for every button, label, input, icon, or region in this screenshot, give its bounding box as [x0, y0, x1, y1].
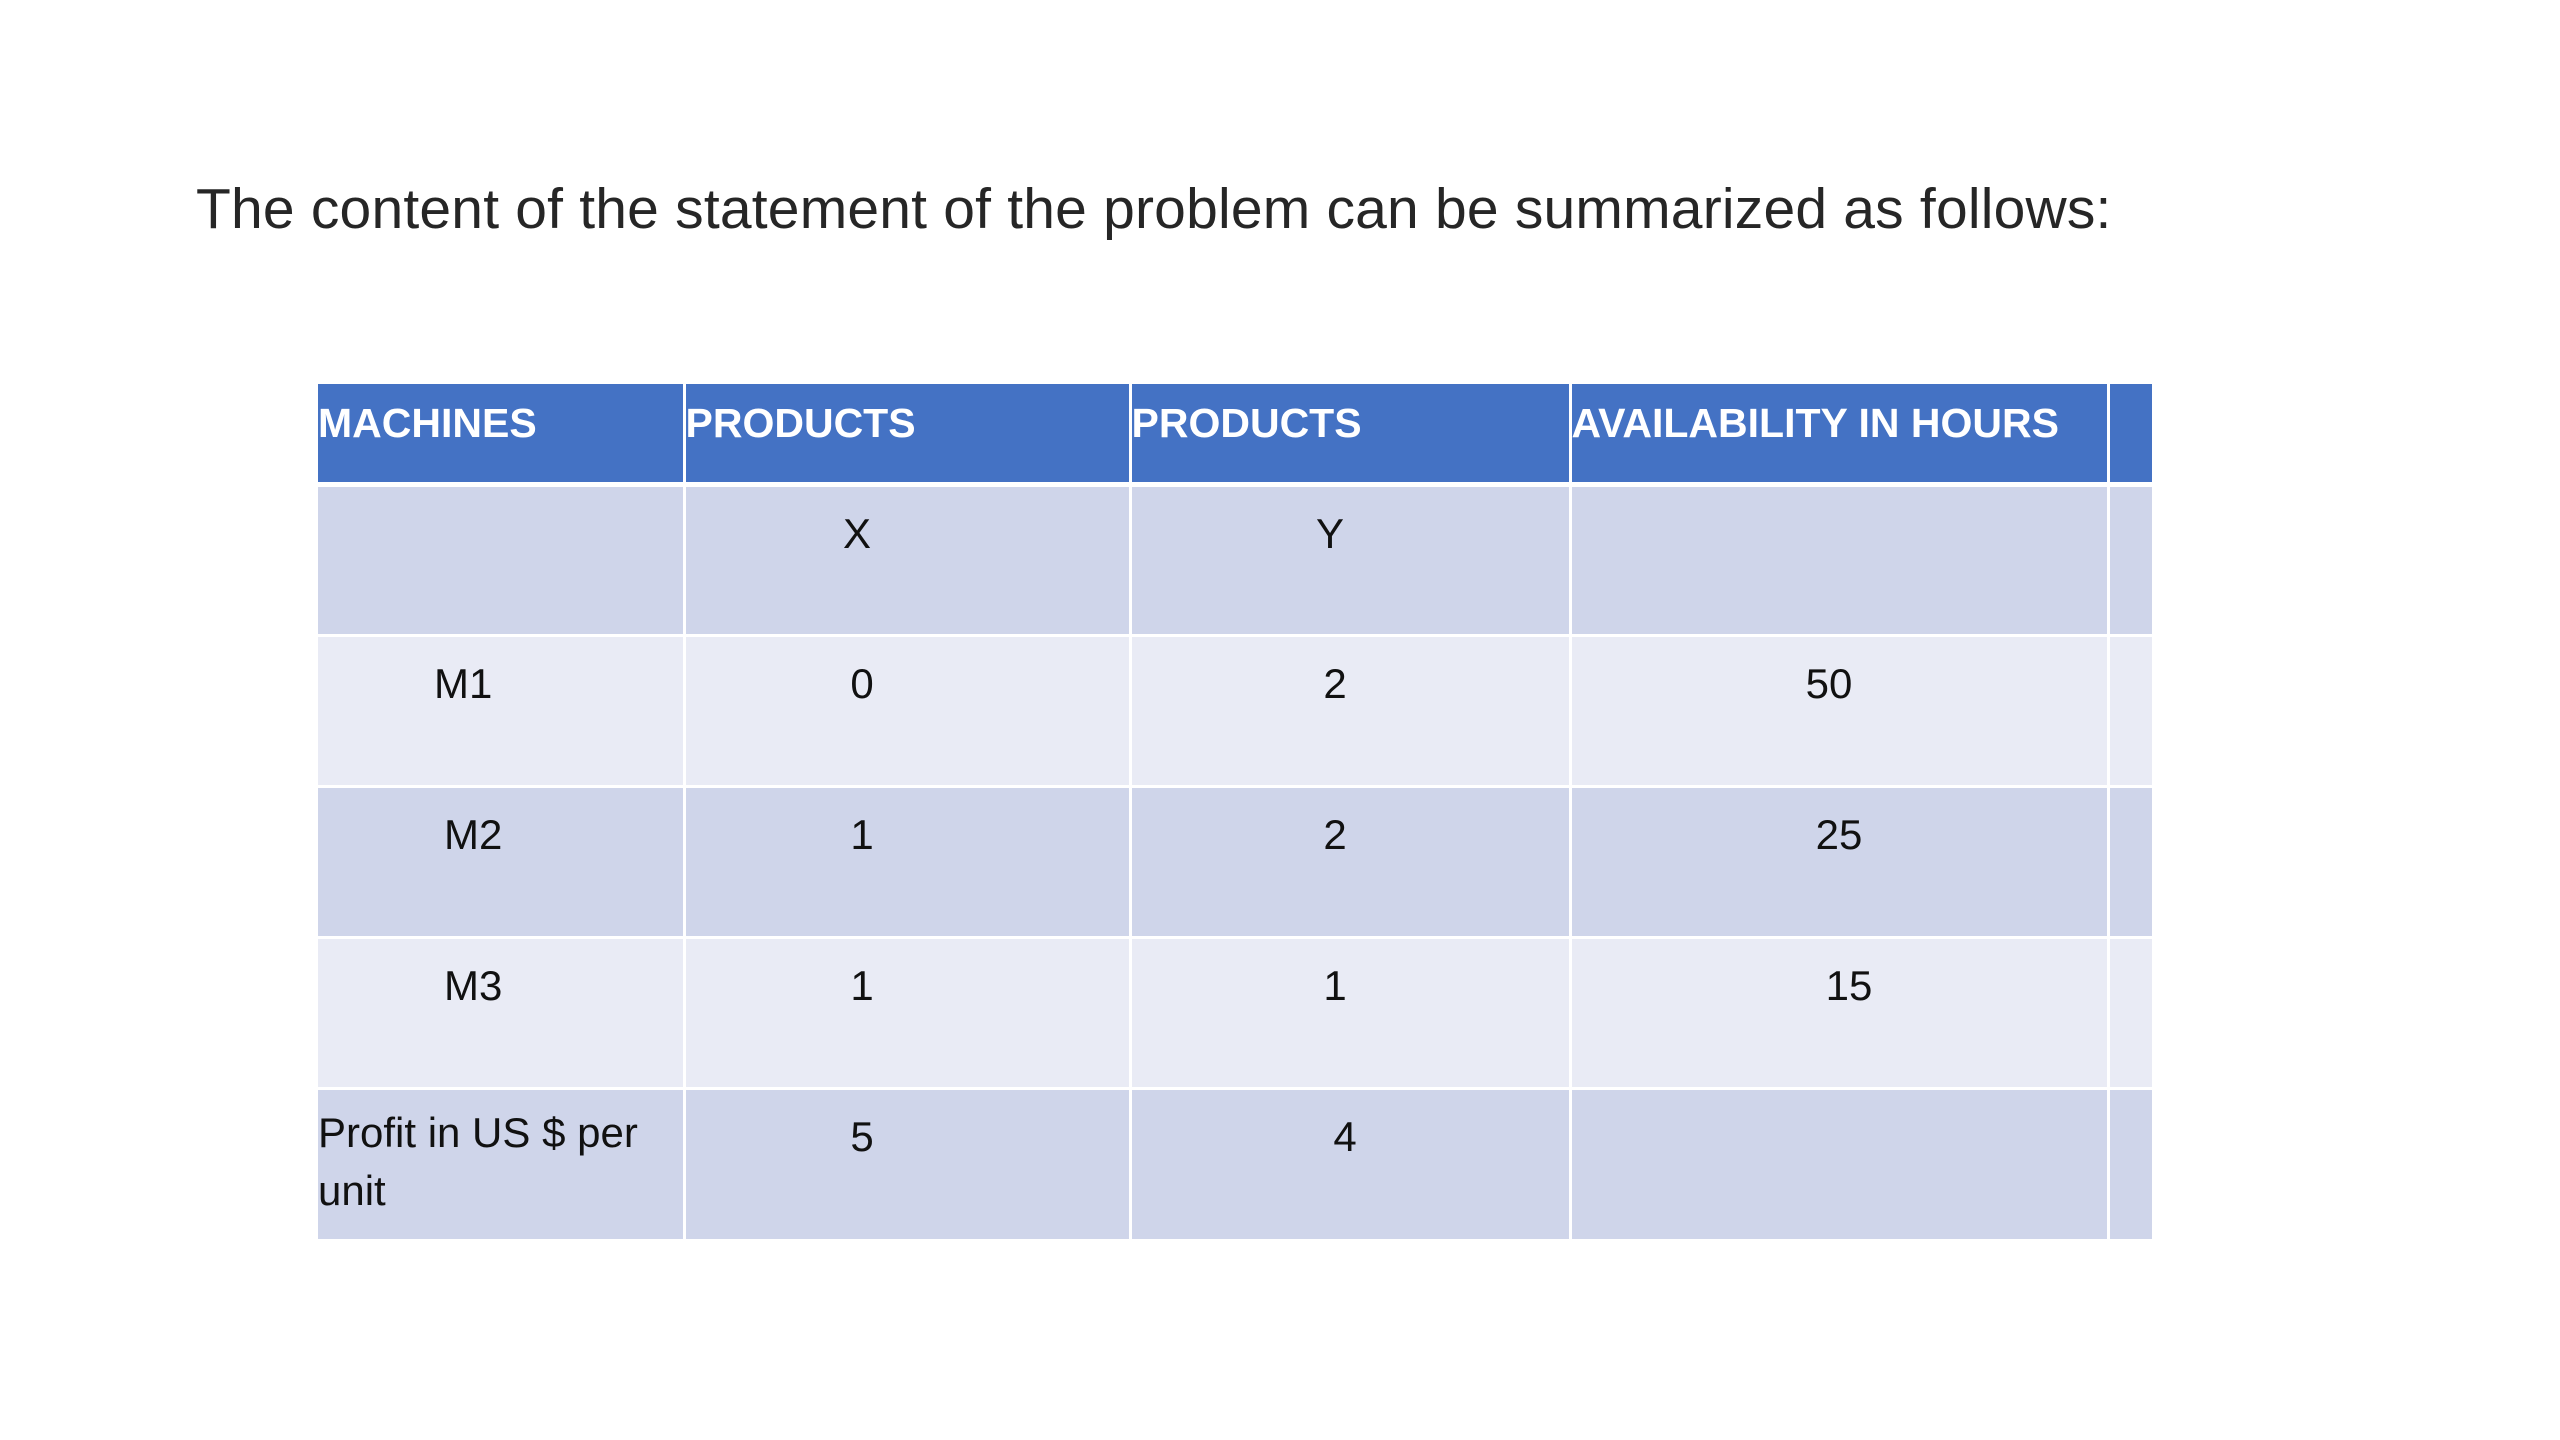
table-row	[318, 484, 2152, 635]
table-row	[318, 786, 2152, 937]
table-cell: 5	[684, 1088, 1130, 1239]
table-header-row	[318, 384, 2152, 484]
table-cell	[1570, 1088, 2108, 1239]
header-availability: AVAILABILITY IN HOURS	[1570, 384, 2108, 484]
header-machines: MACHINES	[318, 384, 684, 484]
table-cell: M2	[318, 786, 684, 937]
table-cell	[2108, 484, 2152, 635]
table-cell: M1	[318, 635, 684, 786]
table-cell: 2	[1130, 786, 1570, 937]
table-cell: Profit in US $ per unit	[318, 1088, 684, 1239]
table-row	[318, 635, 2152, 786]
header-products-y: PRODUCTS	[1130, 384, 1570, 484]
table-cell: 50	[1570, 635, 2108, 786]
table-cell: 15	[1570, 937, 2108, 1088]
table-cell: 1	[684, 786, 1130, 937]
table-cell: M3	[318, 937, 684, 1088]
table-cell: 1	[684, 937, 1130, 1088]
table-cell: 4	[1130, 1088, 1570, 1239]
table-cell: 2	[1130, 635, 1570, 786]
header-products-x: PRODUCTS	[684, 384, 1130, 484]
table-cell	[2108, 937, 2152, 1088]
table-cell: X	[684, 484, 1130, 635]
table-cell	[318, 484, 684, 635]
table-cell	[2108, 1088, 2152, 1239]
table-cell: 1	[1130, 937, 1570, 1088]
table-cell: 25	[1570, 786, 2108, 937]
table-cell	[2108, 635, 2152, 786]
table-cell	[2108, 786, 2152, 937]
table-row	[318, 937, 2152, 1088]
slide-title: The content of the statement of the problem can be summarized as follows:	[196, 177, 2112, 241]
header-extra	[2108, 384, 2152, 484]
table-cell	[1570, 484, 2108, 635]
summary-table	[318, 384, 2152, 1239]
table-row	[318, 1088, 2152, 1239]
table-cell: 0	[684, 635, 1130, 786]
table-cell: Y	[1130, 484, 1570, 635]
